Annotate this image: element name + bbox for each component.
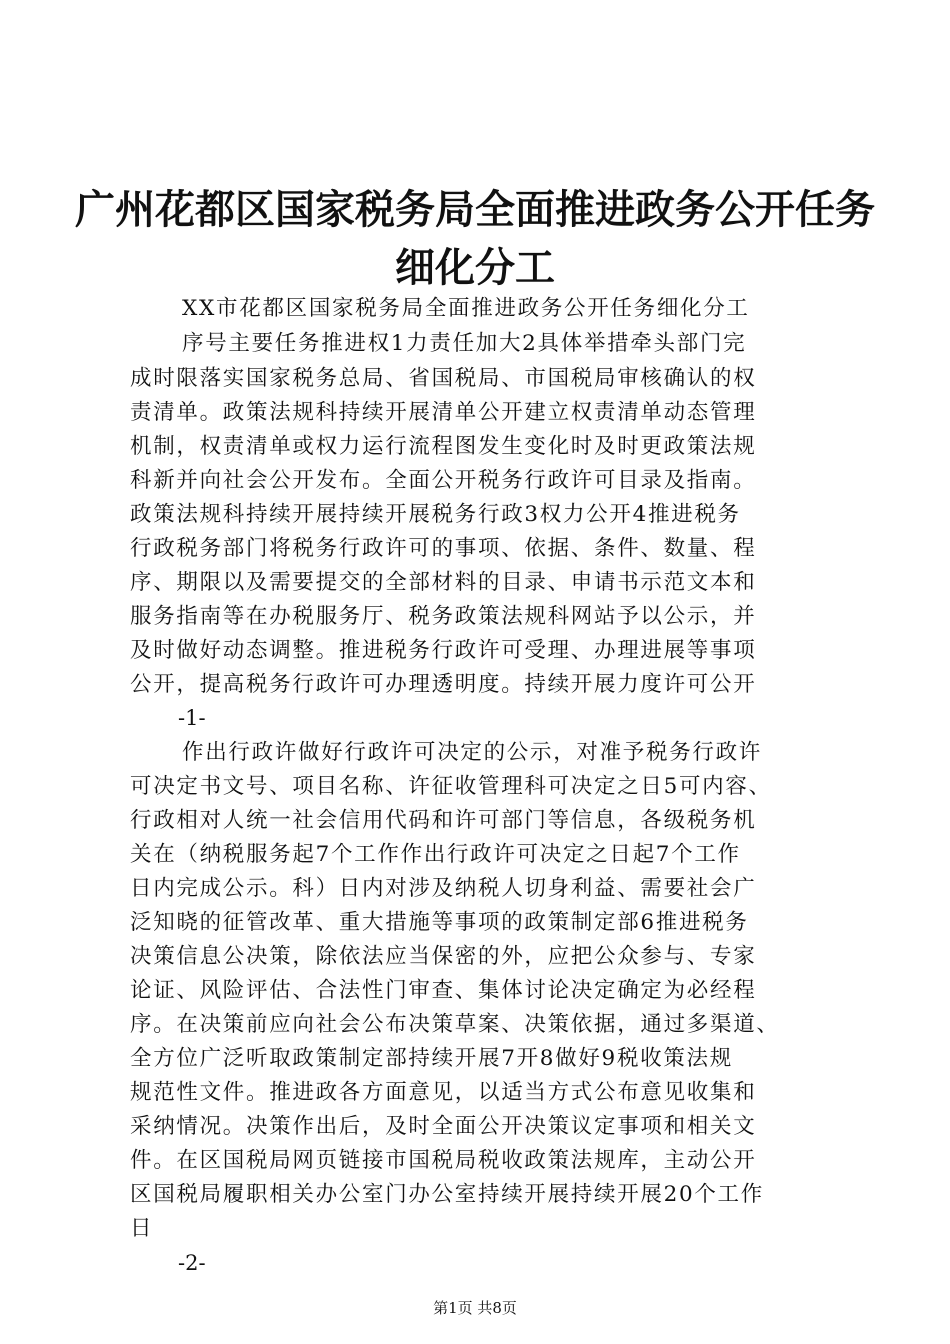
body-line: 机制，权责清单或权力运行流程图发生变化时及时更政策法规 [130,434,757,459]
page-marker: -2- [178,1251,206,1275]
body-line: 可决定书文号、项目名称、许征收管理科可决定之日5可内容、 [130,774,772,799]
body-line: 责清单。政策法规科持续开展清单公开建立权责清单动态管理 [130,400,757,425]
body-line: 件。在区国税局网页链接市国税局税收政策法规库，主动公开 [130,1148,757,1173]
document-title-line-2: 细化分工 [395,245,555,291]
body-line: 服务指南等在办税服务厅、税务政策法规科网站予以公示，并 [130,604,757,629]
body-line: 序。在决策前应向社会公布决策草案、决策依据，通过多渠道、 [130,1012,780,1037]
body-line: 全方位广泛听取政策制定部持续开展7开8做好9税收策法规 [130,1046,733,1071]
body-line: 区国税局履职相关办公室门办公室持续开展持续开展20个工作 [130,1182,764,1207]
body-line: 序、期限以及需要提交的全部材料的目录、申请书示范文本和 [130,570,757,595]
body-line: 政策法规科持续开展持续开展税务行政3权力公开4推进税务 [130,502,741,527]
page-marker: -1- [178,706,206,730]
body-line: 论证、风险评估、合法性门审查、集体讨论决定确定为必经程 [130,978,757,1003]
subtitle-line: XX市花都区国家税务局全面推进政务公开任务细化分工 [182,296,750,321]
body-line: 泛知晓的征管改革、重大措施等事项的政策制定部6推进税务 [130,910,749,935]
body-line: 日内完成公示。科）日内对涉及纳税人切身利益、需要社会广 [130,876,757,901]
body-line: 行政税务部门将税务行政许可的事项、依据、条件、数量、程 [130,536,757,561]
body-line: 序号主要任务推进权1力责任加大2具体举措牵头部门完 [182,331,747,356]
body-line: 规范性文件。推进政各方面意见，以适当方式公布意见收集和 [130,1080,757,1105]
body-line: 作出行政许做好行政许可决定的公示，对准予税务行政许 [182,740,763,765]
body-line: 成时限落实国家税务总局、省国税局、市国税局审核确认的权 [130,366,757,391]
body-line: 科新并向社会公开发布。全面公开税务行政许可目录及指南。 [130,468,757,493]
body-line: 采纳情况。决策作出后，及时全面公开决策议定事项和相关文 [130,1114,757,1139]
body-line: 及时做好动态调整。推进税务行政许可受理、办理进展等事项 [130,638,757,663]
page-footer: 第1页 共8页 [433,1299,517,1317]
body-line: 决策信息公决策，除依法应当保密的外，应把公众参与、专家 [130,944,757,969]
body-line: 关在（纳税服务起7个工作作出行政许可决定之日起7个工作 [130,842,741,867]
body-line: 公开，提高税务行政许可办理透明度。持续开展力度许可公开 [130,672,757,697]
document-title-line-1: 广州花都区国家税务局全面推进政务公开任务 [75,187,875,233]
body-line: 行政相对人统一社会信用代码和许可部门等信息，各级税务机 [130,808,757,833]
body-line: 日 [130,1216,154,1241]
